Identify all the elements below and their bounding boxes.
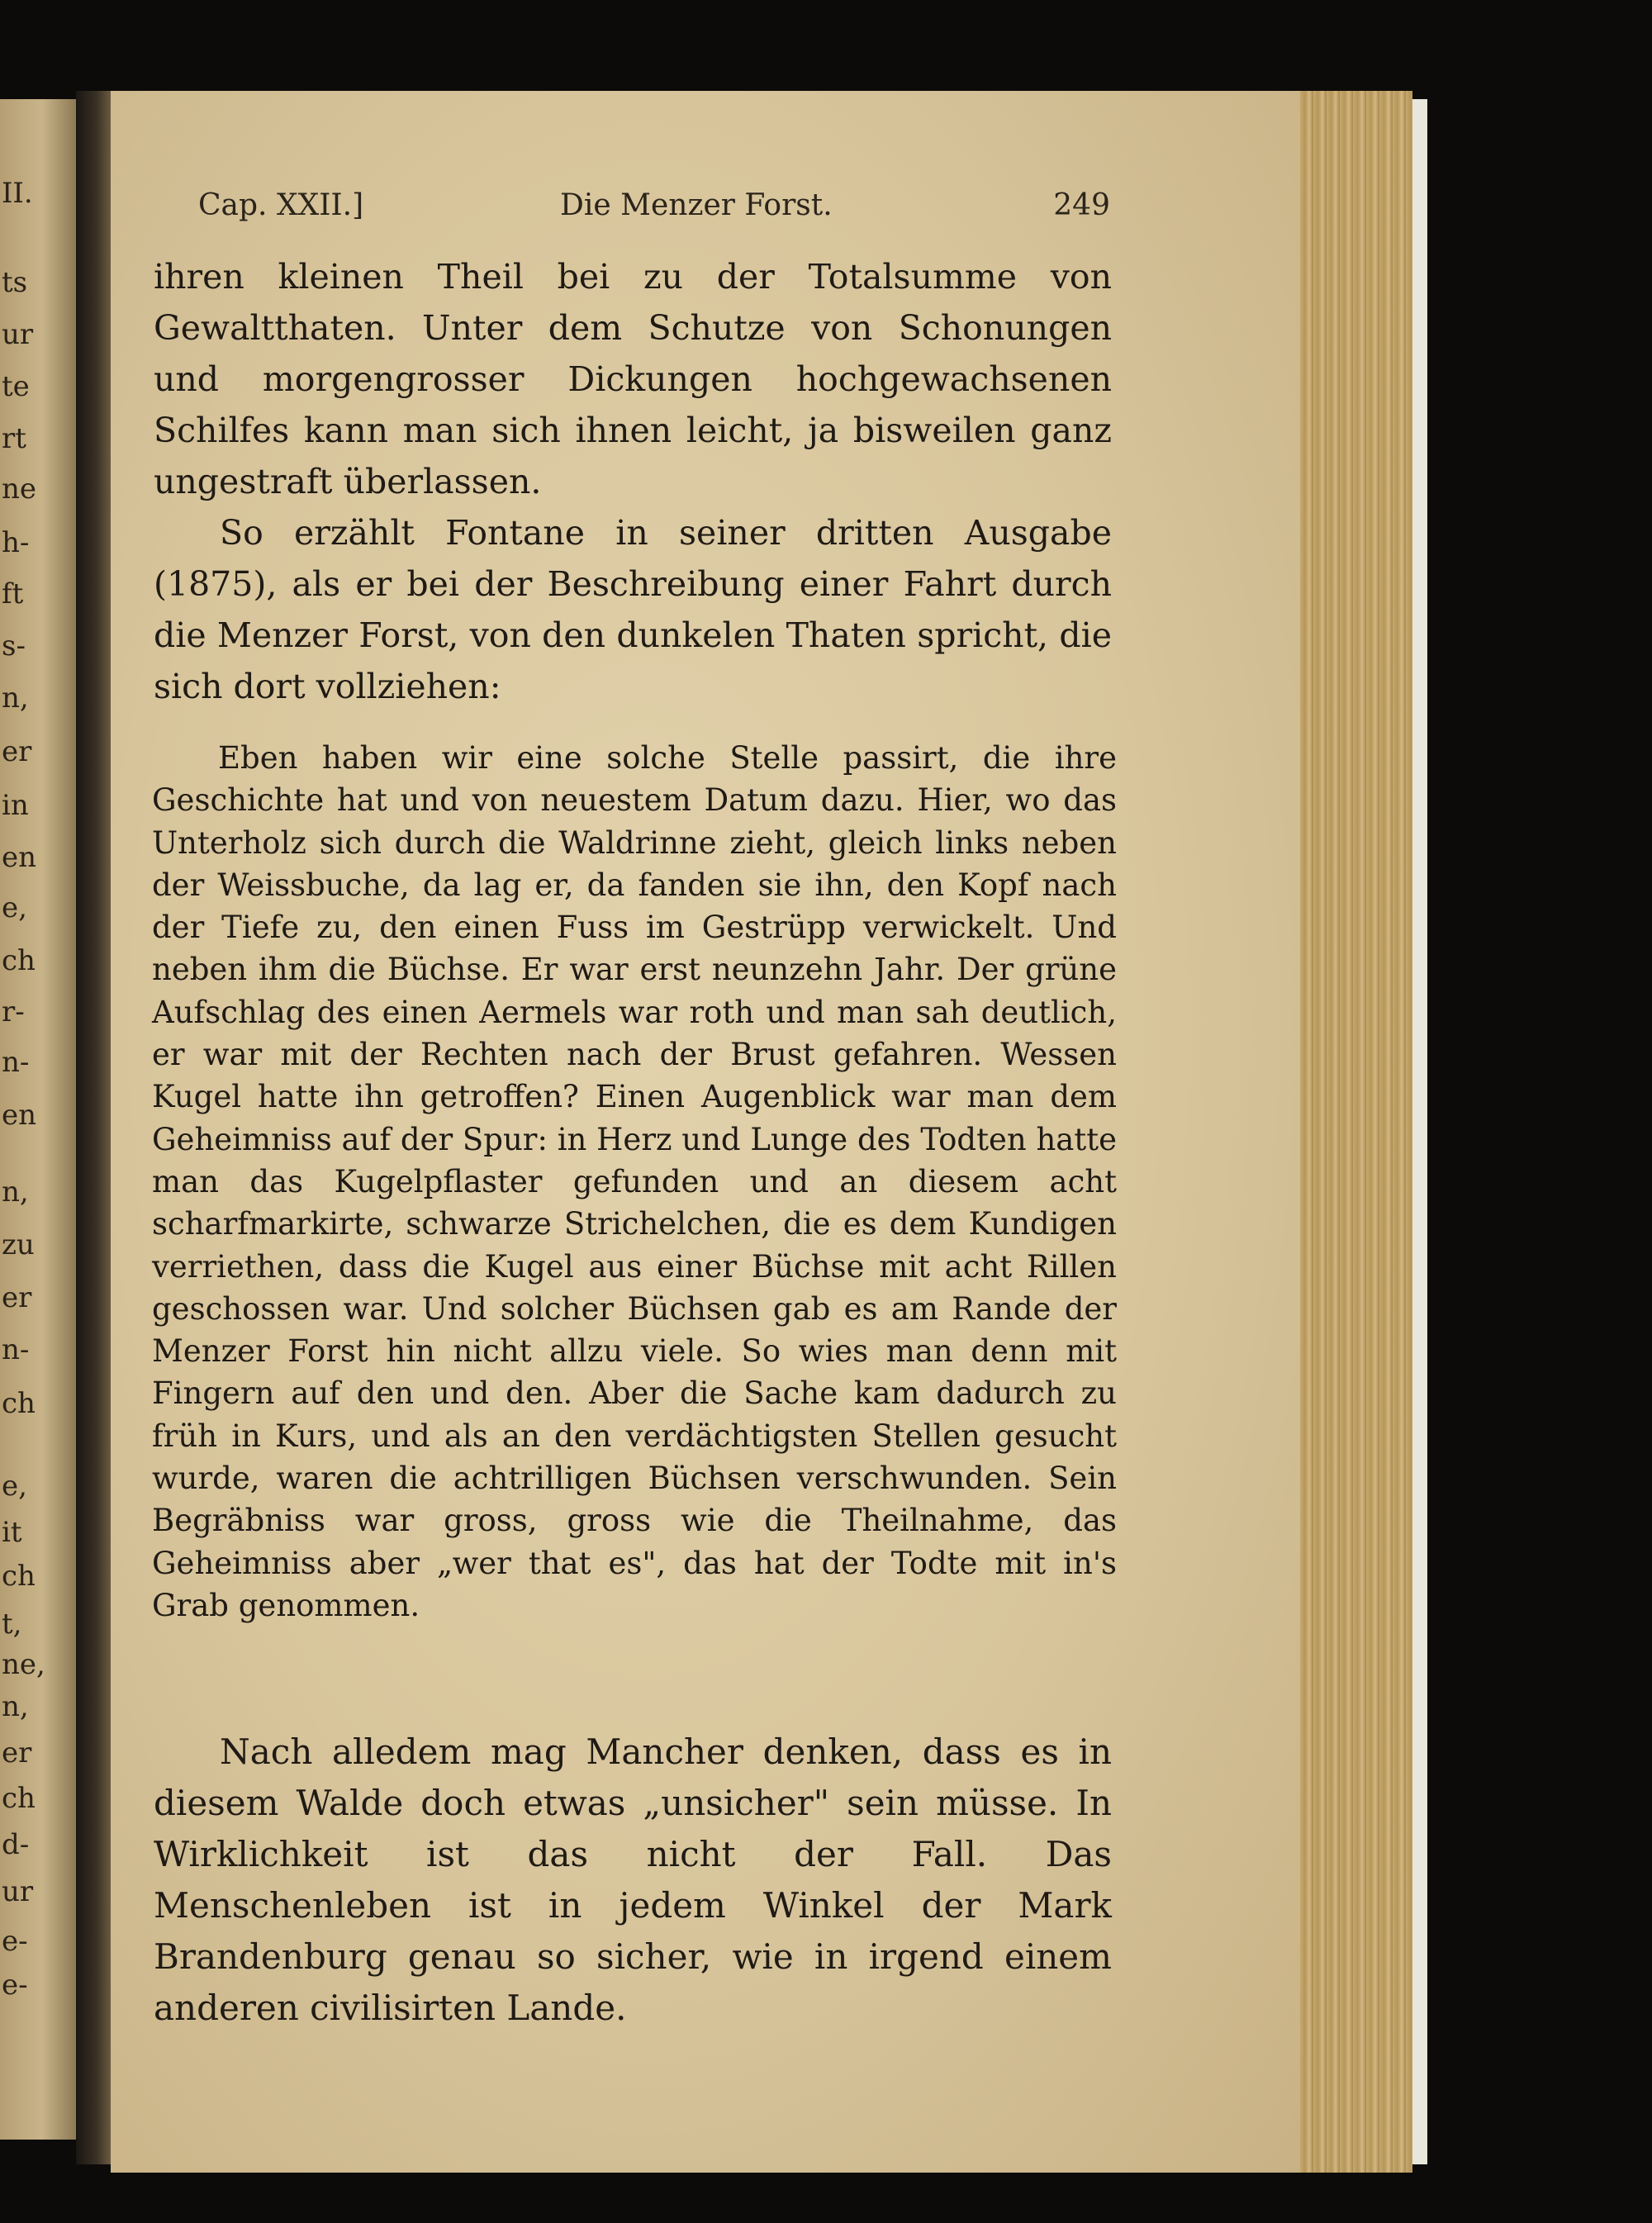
left-page-fragment: h- — [2, 526, 30, 559]
quote-paragraph: Eben haben wir eine solche Stelle passirt, die ihre Geschichte hat und von neuestem Datum dazu. Hier, wo das Unterholz sich durch die Waldrinne zieht, gleich links neben der Weissbuche, da lag er, da fanden sie ihn, den Kopf nach der Tiefe zu, den einen Fuss im Gestrüpp verwickelt. Und neben ihm die Büchse. Er war erst neunzehn Jahr. Der grüne Aufschlag des einen Aermels war roth und man sah deutlich, er war mit der Rechten nach der Brust gefahren. Wessen Kugel hatte ihn getroffen? Einen Augenblick war man dem Geheimniss auf der Spur: in Herz und Lunge des Todten hatte man das Kugelpflaster gefunden und an diesem acht scharfmarkirte, schwarze Strichelchen, die es dem Kundigen verriethen, dass die Kugel aus einer Büchse mit acht Rillen geschossen war. Und solcher Büchsen gab es am Rande der Menzer Forst hin nicht allzu viele. So wies man denn mit Fingern auf den und den. Aber die Sache kam dadurch zu früh in Kurs, und als an den verdächtigsten Stellen gesucht wurde, waren die achtrilligen Büchsen verschwunden. Sein Begräbniss war gross, gross wie die Theilnahme, das Geheimniss aber „wer that es", das hat der Todte mit in's Grab genommen. — [152, 740, 1117, 1623]
left-page-fragment: ur — [2, 318, 34, 351]
left-page-fragment: ur — [2, 1875, 34, 1908]
left-page-fragment: ch — [2, 1387, 36, 1420]
left-page-fragment: n- — [2, 1046, 30, 1079]
left-page-fragment: n, — [2, 1690, 29, 1723]
left-page-edge — [0, 99, 76, 2140]
main-text-bottom — [154, 1727, 1112, 2034]
page-edges — [1300, 91, 1412, 2173]
left-page-fragment: e, — [2, 1470, 27, 1503]
running-head — [155, 188, 1110, 230]
book-page — [111, 91, 1300, 2173]
left-page-fragment: ne — [2, 473, 37, 506]
cover-edge — [1412, 99, 1427, 2164]
left-page-fragment: ft — [2, 577, 24, 610]
left-page-fragment: te — [2, 370, 30, 403]
left-page-fragment: n, — [2, 1176, 29, 1209]
block-quote — [152, 737, 1117, 1627]
left-page-fragment: en — [2, 1099, 37, 1132]
left-page-fragment: it — [2, 1516, 22, 1549]
left-page-fragment: e- — [2, 1925, 28, 1958]
left-page-fragment: ne, — [2, 1648, 45, 1681]
page-number: 249 — [1053, 188, 1110, 222]
left-page-fragment: d- — [2, 1828, 30, 1861]
running-title: Die Menzer Forst. — [560, 188, 833, 222]
paragraph: ihren kleinen Theil bei zu der Totalsumme von Gewaltthaten. Unter dem Schutze von Schonungen und morgengrosser Dickungen hochgewachsenen Schilfes kann man sich ihnen leicht, ja bisweilen ganz ungestraft überlassen. — [154, 257, 1112, 501]
book-gutter — [76, 91, 111, 2164]
left-page-fragment: n, — [2, 682, 29, 715]
left-page-fragment: t, — [2, 1608, 22, 1641]
left-page-fragment: er — [2, 1281, 32, 1314]
left-page-fragment: e- — [2, 1969, 28, 2002]
left-page-fragment: en — [2, 841, 37, 874]
left-page-fragment: s- — [2, 629, 26, 663]
left-page-fragment: in — [2, 789, 29, 822]
left-page-fragment: II. — [2, 177, 33, 210]
left-page-fragment: ch — [2, 1782, 36, 1815]
left-page-fragment: n- — [2, 1333, 30, 1366]
left-page-fragment: r- — [2, 995, 25, 1028]
paragraph: Nach alledem mag Mancher denken, dass es in diesem Walde doch etwas „unsicher" sein müsse. In Wirklichkeit ist das nicht der Fall. Das Menschenleben ist in jedem Winkel der Mark Brandenburg genau so sicher, wie in irgend einem anderen civilisirten Lande. — [154, 1731, 1112, 2028]
left-page-fragment: er — [2, 735, 32, 768]
main-text-top — [154, 251, 1112, 712]
chapter-label: Cap. XXII.] — [198, 188, 364, 222]
paragraph: So erzählt Fontane in seiner dritten Ausgabe (1875), als er bei der Beschreibung einer Fahrt durch die Menzer Forst, von den dunkelen Thaten spricht, die sich dort vollziehen: — [154, 513, 1112, 706]
left-page-fragment: er — [2, 1736, 32, 1769]
left-page-fragment: e, — [2, 891, 27, 924]
left-page-fragment: rt — [2, 422, 26, 455]
left-page-fragment: ch — [2, 1560, 36, 1593]
left-page-fragment: ts — [2, 266, 28, 299]
left-page-fragment: ch — [2, 944, 36, 977]
left-page-fragment: zu — [2, 1228, 35, 1261]
